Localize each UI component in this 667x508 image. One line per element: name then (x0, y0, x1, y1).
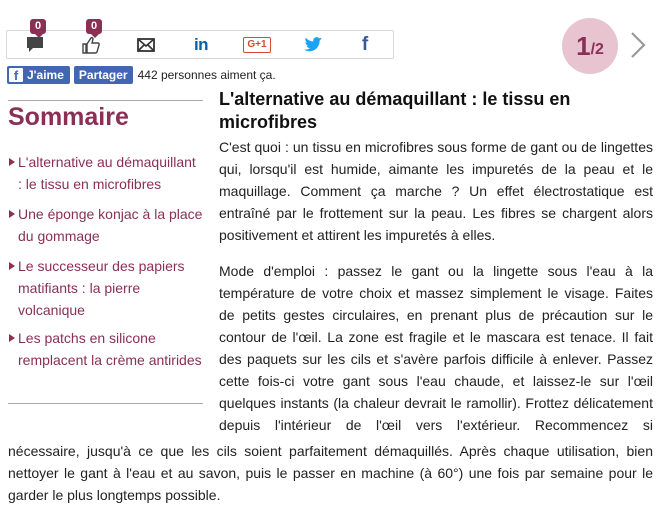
facebook-like-count: 442 personnes aiment ça. (137, 68, 276, 82)
paragraph-line: garder le plus longtemps possible. (8, 487, 221, 503)
google-plus-icon: G+1 (243, 37, 270, 53)
toc-arrow-icon (9, 262, 15, 270)
linkedin-share-button[interactable] (173, 31, 229, 58)
envelope-icon (137, 38, 155, 52)
paragraph-line: température de votre choix et massez simplement le visage. Faites (219, 285, 653, 301)
facebook-icon: f (361, 33, 369, 55)
like-count-badge: 0 (86, 19, 102, 34)
toc-item-label: Le successeur des papiers matifiants : la pierre volcanique (18, 258, 185, 318)
paragraph-line: nettoyer le gant à l'eau et au savon, puis le passer en machine (à 60°) une fois par semaine pour le (8, 465, 653, 481)
sommaire-title: Sommaire (8, 103, 129, 131)
comment-count-badge: 0 (30, 19, 46, 34)
paragraph-line: des paquets sur les cils et s'avère parfois difficile à enlever. Passez (219, 351, 653, 367)
toc-arrow-icon (9, 158, 15, 166)
paragraph-line: contour de l'œil. La zone est fragile et le mascara est tenace. Il fait (219, 329, 653, 345)
facebook-share-button[interactable] (341, 31, 389, 58)
paragraph-line: quelques instants (la chaleur devrait le ramollir). Frottez délicatement (219, 395, 653, 411)
google-plus-button[interactable] (229, 31, 285, 58)
twitter-share-button[interactable] (285, 31, 341, 58)
facebook-share-label: Partager (78, 68, 128, 82)
email-share-button[interactable] (119, 31, 173, 58)
comment-button[interactable] (7, 20, 63, 58)
share-bar (6, 20, 394, 59)
comment-icon (26, 36, 44, 53)
linkedin-icon: in (193, 34, 209, 54)
facebook-share-button-small[interactable] (74, 66, 133, 84)
toc-item-label: Les patchs en silicone remplacent la crème antirides (18, 330, 202, 368)
total-pages: /2 (590, 41, 604, 58)
facebook-logo-icon: f (9, 68, 23, 82)
toc-arrow-icon (9, 334, 15, 342)
paragraph-line: depuis l'intérieur de l'œil vers l'extérieur. Recommencez si (219, 417, 653, 433)
toc-item-patchs-silicone[interactable] (8, 327, 203, 371)
current-page: 1 (576, 30, 591, 61)
next-page-arrow-icon[interactable] (628, 30, 648, 60)
toc-item-pierre-volcanique[interactable] (8, 255, 203, 321)
thumbs-up-icon (82, 36, 100, 54)
page-indicator (562, 18, 618, 74)
toc-item-konjac[interactable] (8, 203, 203, 247)
paragraph-line: de petits gestes circulaires, en prenant plus de précaution sur le (219, 307, 653, 323)
toc-item-microfibres[interactable] (8, 151, 203, 195)
paragraph-line: nécessaire, jusqu'à ce que les cils soient parfaitement démaquillés. Après chaque utilisation, bien (8, 443, 653, 459)
paragraph-line: Mode d'emploi : passez le gant ou la lingette sous l'eau à la (219, 263, 653, 279)
facebook-like-label: J'aime (27, 68, 64, 82)
facebook-like-button[interactable] (7, 66, 70, 84)
sommaire-box (8, 100, 203, 404)
toc-item-label: L'alternative au démaquillant : le tissu en microfibres (18, 154, 196, 192)
facebook-like-row (7, 66, 276, 84)
like-button[interactable] (63, 20, 119, 58)
article-title: L'alternative au démaquillant : le tissu en microfibres (219, 89, 571, 132)
twitter-icon (304, 37, 323, 53)
article-paragraph-1: C'est quoi : un tissu en microfibres sous forme de gant ou de lingettes qui, lorsqu'il est humide, aimante les impuretés de la peau et le maquillage. Comment ça marche ? Un effet électrostatique est entraîné par le frottement sur la peau. Les fibres se chargent alors positivement et attirent les impuretés à elles. (219, 139, 653, 243)
toc-arrow-icon (9, 210, 15, 218)
toc-item-label: Une éponge konjac à la place du gommage (18, 206, 203, 244)
paragraph-line: cette fois-ci votre gant sous l'eau chaude, et laissez-le sur l'œil (219, 373, 653, 389)
